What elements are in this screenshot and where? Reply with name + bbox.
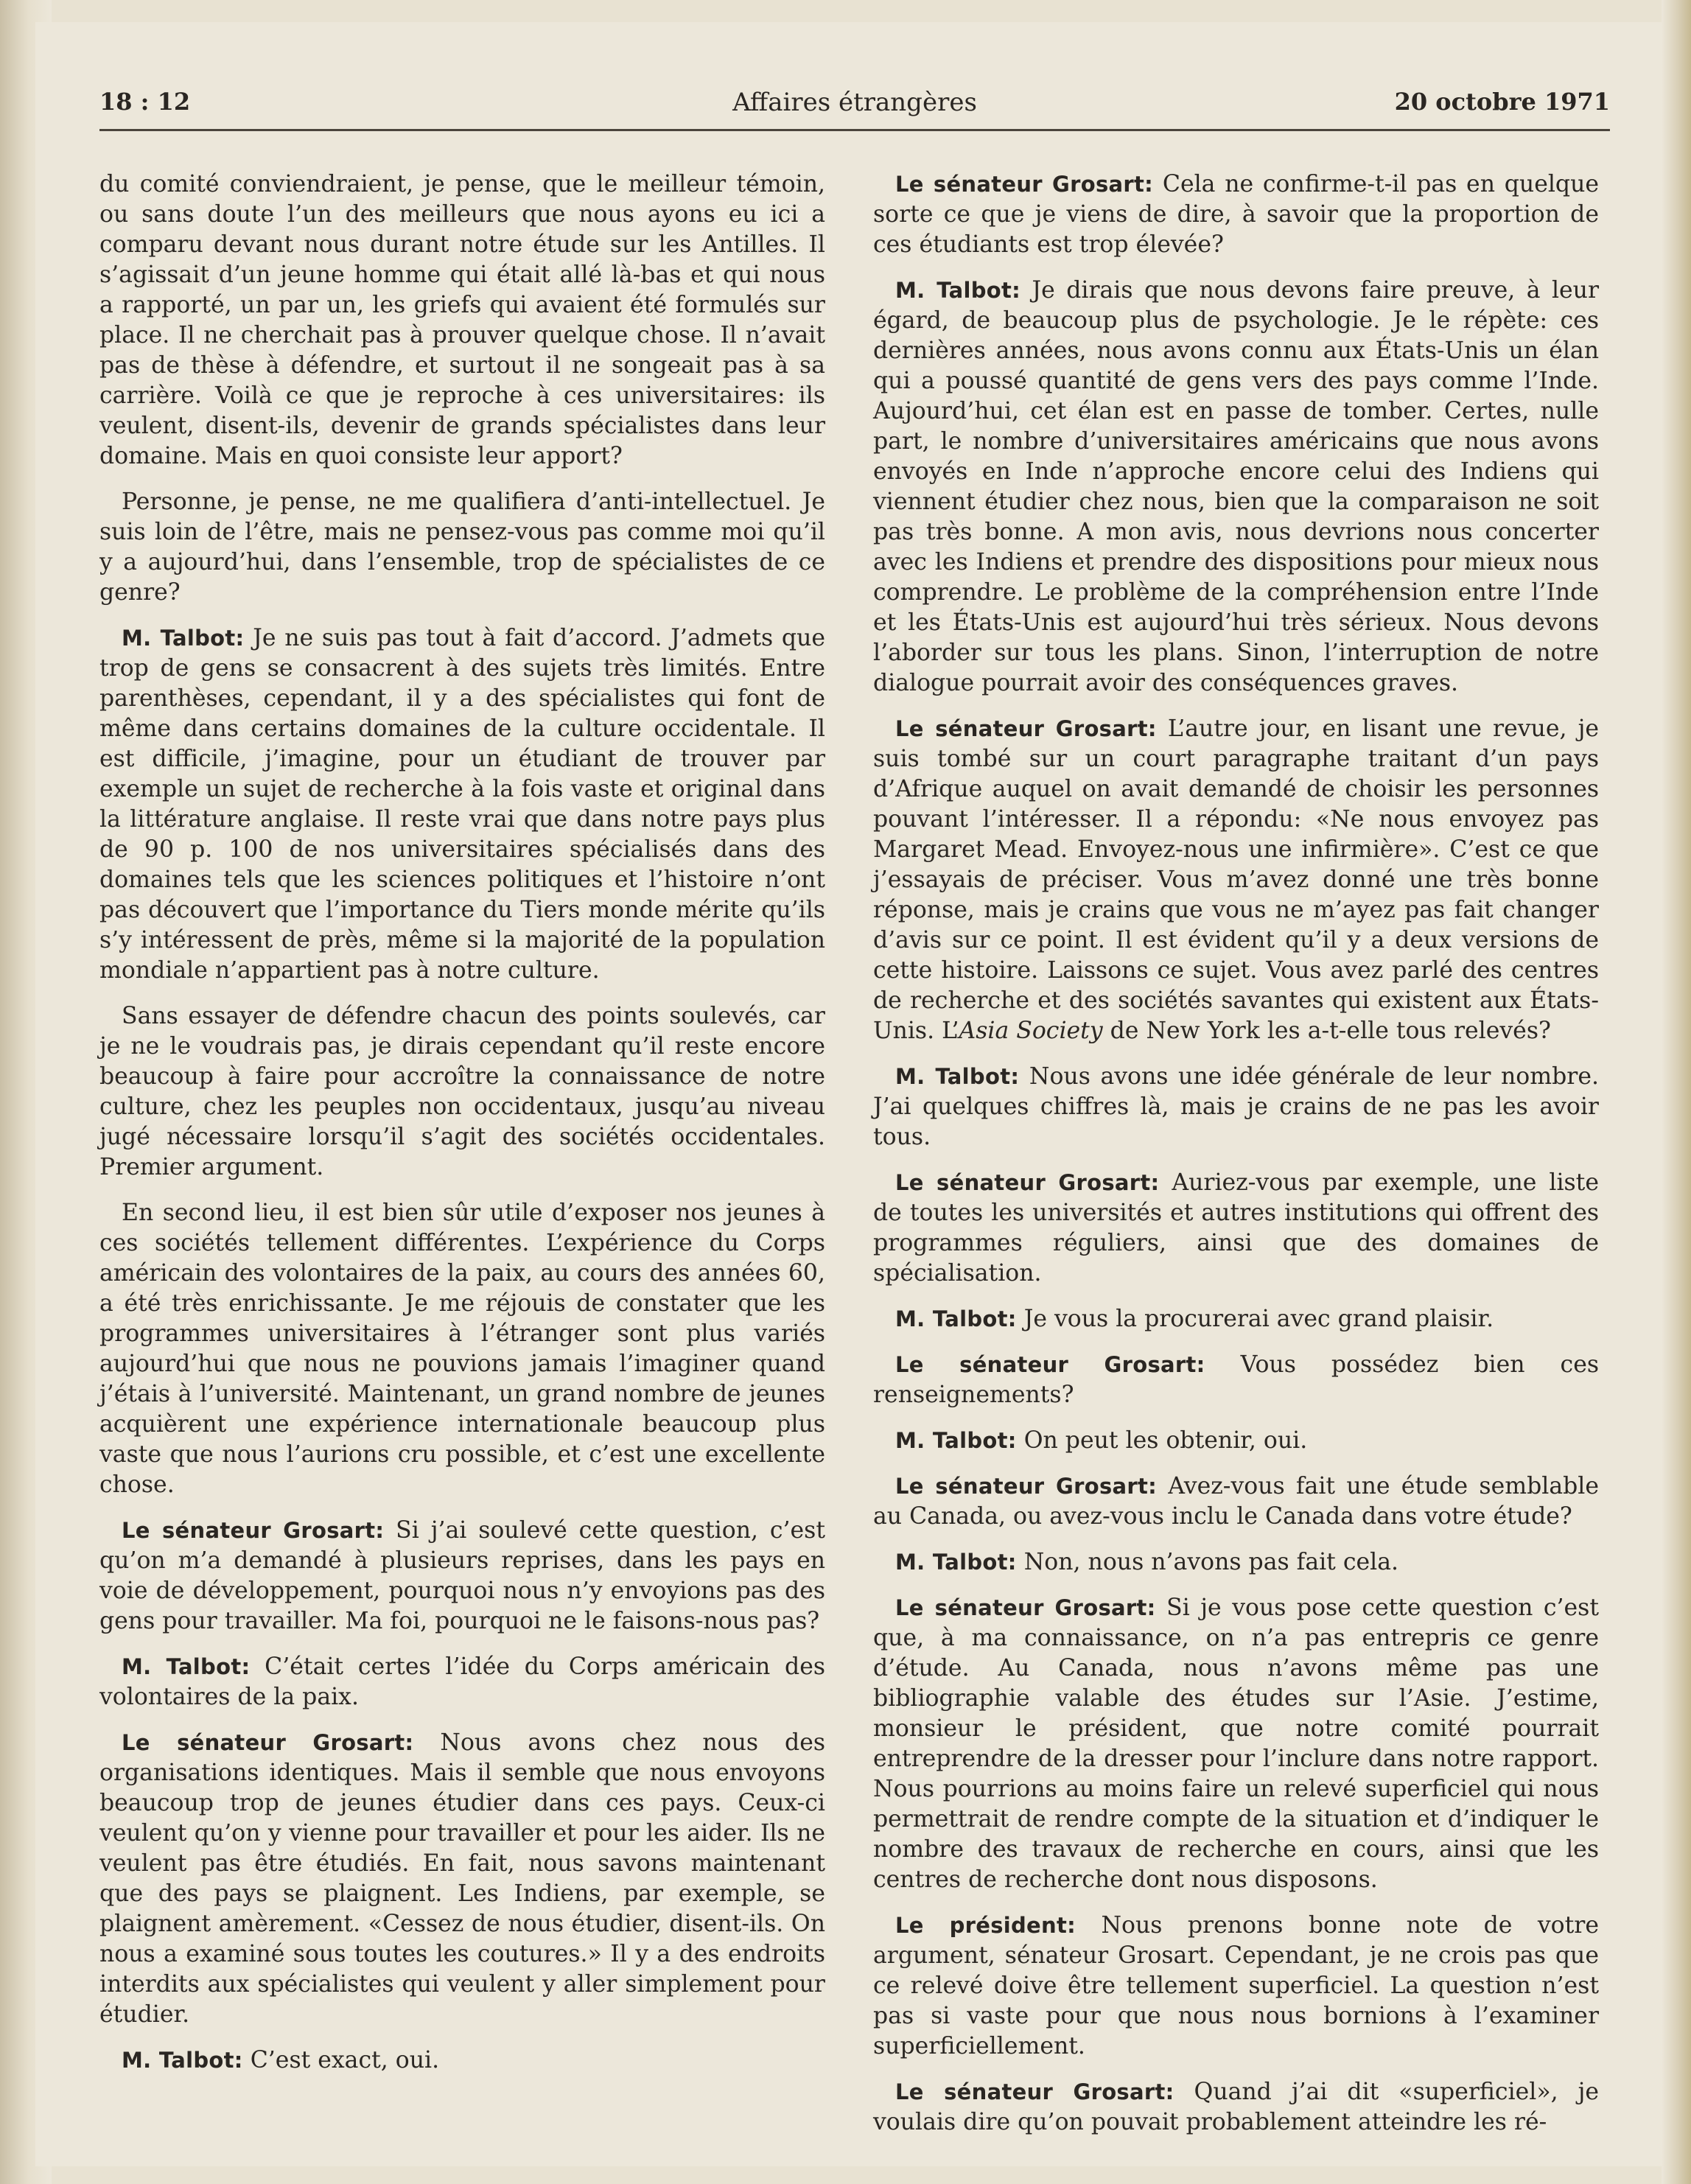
speaker-name: Le sénateur Grosart: xyxy=(122,1518,385,1543)
speech-text: Nous prenons bonne note de votre argument, sénateur Grosart. Cependant, je ne crois pas que ce relevé doive être tellement superficiel. La question n’est pas si vaste pour que nous nous bornions à l’examiner superficiellement. xyxy=(873,1912,1600,2059)
speech-text: Avez-vous fait une étude semblable au Canada, ou avez-vous inclu le Canada dans votre étude? xyxy=(873,1473,1599,1530)
speech-text: Si j’ai soulevé cette question, c’est qu’on m’a demandé à plusieurs reprises, dans les pays en voie de développement, pourquoi nous n’y envoyions pas des gens pour travailler. Ma foi, pourquoi ne le faisons-nous pas? xyxy=(99,1517,825,1634)
paragraph xyxy=(873,276,1599,699)
header-date: 20 octobre 1971 xyxy=(1394,88,1610,116)
speaker-name: Le sénateur Grosart: xyxy=(895,1595,1156,1620)
speech-text: Cela ne confirme-t-il pas en quelque sorte ce que je viens de dire, à savoir que la proportion de ces étudiants est trop élevée? xyxy=(873,171,1600,258)
right-column xyxy=(873,169,1599,2153)
speaker-name: M. Talbot: xyxy=(122,2048,243,2073)
speech-text: Je vous la procurerai avec grand plaisir. xyxy=(1023,1306,1494,1332)
publication-title: Affaires étrangères xyxy=(732,88,977,117)
speaker-name: Le président: xyxy=(895,1913,1076,1938)
paragraph xyxy=(873,1350,1599,1410)
paragraph xyxy=(99,1516,825,1637)
paragraph xyxy=(873,1471,1599,1532)
speech-text: Vous possédez bien ces renseignements? xyxy=(873,1351,1600,1408)
speaker-name: M. Talbot: xyxy=(895,278,1021,303)
paragraph xyxy=(99,2045,825,2076)
paragraph xyxy=(873,1426,1599,1456)
speech-text: Nous avons chez nous des organisations identiques. Mais il semble que nous envoyons beaucoup trop de jeunes étudier dans ces pays. Ceux-ci veulent qu’on y vienne pour travailler et pour les aider. Ils ne veulent pas être étudiés. En fait, nous savons maintenant que des pays se plaignent. Les Indiens, par exemple, se plaignent amèrement. «Cessez de nous étudier, disent-ils. On nous a examiné sous toutes les coutures.» Il y a des endroits interdits aux spécialistes qui veulent y aller simplement pour étudier. xyxy=(99,1729,825,2028)
speech-text: Je dirais que nous devons faire preuve, à leur égard, de beaucoup plus de psychologie. Je le répète: ces dernières années, nous avons connu aux États-Unis un élan qui a poussé quantité de gens vers des pays comme l’Inde. Aujourd’hui, cet élan est en passe de tomber. Certes, nulle part, le nombre d’universitaires américains que nous avons envoyés en Inde n’approche encore celui des Indiens qui viennent étudier chez nous, bien que la comparaison ne soit pas très bonne. A mon avis, nous devrions nous concerter avec les Indiens et prendre des dispositions pour mieux nous comprendre. Le problème de la compréhension entre l’Inde et les États-Unis est aujourd’hui très sérieux. Nous devons l’aborder sur tous les plans. Sinon, l’interruption de notre dialogue pourrait avoir des conséquences graves. xyxy=(873,277,1600,696)
speech-text: Quand j’ai dit «superficiel», je voulais dire qu’on pouvait probablement atteindre les ré- xyxy=(873,2079,1599,2135)
paragraph xyxy=(873,1593,1599,1895)
running-header xyxy=(99,85,1610,131)
page-number: 18 : 12 xyxy=(99,88,191,116)
speech-text: Si je vous pose cette question c’est que, à ma connaissance, on n’a pas entrepris ce genre d’étude. Au Canada, nous n’avons même pas une bibliographie valable des études sur l’Asie. J’estime, monsieur le président, que notre comité pourrait entreprendre de la dresser pour l’inclure dans notre rapport. Nous pourrions au moins faire un relevé superficiel qui nous permettrait de rendre compte de la situation et d’indiquer le nombre des travaux de recherche en cours, ainsi que les centres de recherche dont nous disposons. xyxy=(873,1595,1599,1893)
speech-text: On peut les obtenir, oui. xyxy=(1023,1427,1308,1454)
paragraph xyxy=(99,1652,825,1712)
italic-org-name: Asia Society xyxy=(959,1018,1103,1044)
speech-text: Auriez-vous par exemple, une liste de toutes les universités et autres institutions qui offrent des programmes réguliers, ainsi que des domaines de spécialisation. xyxy=(873,1169,1599,1287)
paragraph: En second lieu, il est bien sûr utile d’exposer nos jeunes à ces sociétés tellement différentes. L’expérience du Corps américain des volontaires de la paix, au cours des années 60, a été très enrichissante. Je me réjouis de constater que les programmes universitaires à l’étranger sont plus variés aujourd’hui que nous ne pouvions jamais l’imaginer quand j’étais à l’université. Maintenant, un grand nombre de jeunes acquièrent une expérience internationale beaucoup plus vaste que nous l’aurions cru possible, et c’est une excellente chose. xyxy=(99,1200,825,1498)
paragraph xyxy=(873,2077,1599,2138)
paragraph: du comité conviendraient, je pense, que le meilleur témoin, ou sans doute l’un des meilleurs que nous ayons eu ici a comparu devant nous durant notre étude sur les Antilles. Il s’agissait d’un jeune homme qui était allé là-bas et qui nous a rapporté, un par un, les griefs qui avaient été formulés sur place. Il ne cherchait pas à prouver quelque chose. Il n’avait pas de thèse à défendre, et surtout il ne songeait pas à sa carrière. Voilà ce que je reproche à ces universitaires: ils veulent, disent-ils, devenir de grands spécialistes dans leur domaine. Mais en quoi consiste leur apport? xyxy=(99,171,825,469)
paragraph xyxy=(873,1547,1599,1578)
paragraph xyxy=(873,1168,1599,1289)
paragraph: Sans essayer de défendre chacun des points soulevés, car je ne le voudrais pas, je dirais cependant qu’il reste encore beaucoup à faire pour accroître la connaissance de notre culture, chez les peuples non occidentaux, jusqu’au niveau jugé nécessaire lorsqu’il s’agit des sociétés occidentales. Premier argument. xyxy=(99,1003,825,1180)
speech-text: Je ne suis pas tout à fait d’accord. J’admets que trop de gens se consacrent à des sujets très limités. Entre parenthèses, cependant, il y a des spécialistes qui font de même dans certains domaines de la culture occidentale. Il est difficile, j’imagine, pour un étudiant de trouver par exemple un sujet de recherche à la fois vaste et original dans la littérature anglaise. Il reste vrai que dans notre pays plus de 90 p. 100 de nos universitaires spécialisés dans des domaines tels que les sciences politiques et l’histoire n’ont pas découvert que l’importance du Tiers monde mérite qu’ils s’y intéressent de près, même si la majorité de la population mondiale n’appartient pas à notre culture. xyxy=(99,625,826,984)
speech-text: L’autre jour, en lisant une revue, je suis tombé sur un court paragraphe traitant d’un pays d’Afrique auquel on avait demandé de choisir les personnes pouvant l’intéresser. Il a répondu: «Ne nous envoyez pas Margaret Mead. Envoyez-nous une infirmière». C’est ce que j’essayais de préciser. Vous m’avez donné une très bonne réponse, mais je crains que vous ne m’ayez pas fait changer d’avis sur ce point. Il est évident qu’il y a deux versions de cette histoire. Laissons ce sujet. Vous avez parlé des centres de recherche et des sociétés savantes qui existent aux États-Unis. L’ xyxy=(873,715,1599,1044)
speaker-name: M. Talbot: xyxy=(895,1550,1017,1575)
paragraph xyxy=(873,1062,1599,1152)
speaker-name: Le sénateur Grosart: xyxy=(122,1730,414,1755)
paragraph xyxy=(873,1911,1599,2062)
speaker-name: Le sénateur Grosart: xyxy=(895,2079,1174,2104)
speaker-name: M. Talbot: xyxy=(122,1654,251,1679)
speech-text: de New York les a-t-elle tous relevés? xyxy=(1102,1018,1551,1044)
paragraph xyxy=(99,1728,825,2030)
speaker-name: Le sénateur Grosart: xyxy=(895,1352,1205,1377)
paragraph xyxy=(873,169,1599,260)
speech-text: C’est exact, oui. xyxy=(250,2047,440,2073)
speaker-name: Le sénateur Grosart: xyxy=(895,1170,1160,1195)
speaker-name: M. Talbot: xyxy=(122,626,245,651)
speaker-name: M. Talbot: xyxy=(895,1306,1017,1331)
speaker-name: Le sénateur Grosart: xyxy=(895,1474,1158,1499)
speaker-name: Le sénateur Grosart: xyxy=(895,172,1154,197)
speaker-name: M. Talbot: xyxy=(895,1064,1020,1089)
speech-text: Nous avons une idée générale de leur nombre. J’ai quelques chiffres là, mais je crains de ne pas les avoir tous. xyxy=(873,1063,1599,1150)
page-edge xyxy=(1662,0,1691,2184)
paragraph xyxy=(873,1304,1599,1334)
speech-text: Non, nous n’avons pas fait cela. xyxy=(1023,1549,1399,1575)
speaker-name: M. Talbot: xyxy=(895,1428,1017,1453)
paragraph xyxy=(99,623,825,986)
left-column xyxy=(99,169,825,2091)
paragraph: Personne, je pense, ne me qualifiera d’anti-intellectuel. Je suis loin de l’être, mais ne pensez-vous pas comme moi qu’il y a aujourd’hui, dans l’ensemble, trop de spécialistes de ce genre? xyxy=(99,489,825,606)
paragraph xyxy=(873,714,1599,1046)
speech-text: C’était certes l’idée du Corps américain des volontaires de la paix. xyxy=(99,1653,826,1710)
speaker-name: Le sénateur Grosart: xyxy=(895,716,1157,741)
